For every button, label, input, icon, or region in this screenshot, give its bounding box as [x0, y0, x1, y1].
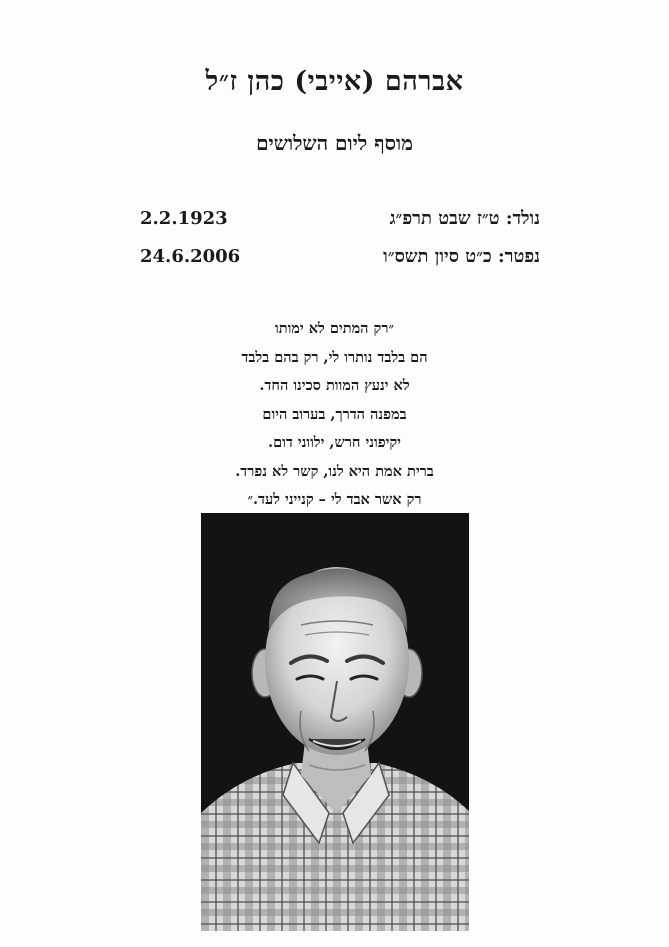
poem-line: ברית אמת היא לנו, קשר לא נפרד.	[235, 462, 434, 480]
page-title: אברהם (אייבי) כהן ז״ל	[205, 66, 464, 97]
died-row	[140, 246, 540, 284]
poem-line: רק אשר אבד לי – קנייני לעד.״	[247, 491, 422, 508]
page-subtitle: מוסף ליום השלושים	[256, 131, 413, 155]
poem-line: יקיפוני חרש, ילווני דום.	[268, 434, 401, 451]
portrait-illustration	[201, 513, 469, 931]
born-row	[140, 208, 540, 246]
born-hebrew-date: נולד: ט״ז שבט תרפ״ג	[389, 208, 540, 229]
poem-line: במפנה הדרך, בערוב היום	[262, 405, 407, 423]
portrait-photo	[201, 513, 469, 931]
poem-line: לא ינעץ המוות סכינו החד.	[259, 377, 410, 394]
died-gregorian-date: 24.6.2006	[140, 246, 241, 267]
poem-line: הם בלבד נותרו לי, רק בהם בלבד	[241, 348, 428, 366]
dates-block	[140, 208, 540, 284]
poem	[0, 315, 669, 515]
died-hebrew-date: נפטר: כ״ט סיון תשס״ו	[383, 246, 540, 267]
poem-line: ״רק המתים לא ימותו	[275, 320, 394, 337]
born-gregorian-date: 2.2.1923	[140, 208, 228, 229]
